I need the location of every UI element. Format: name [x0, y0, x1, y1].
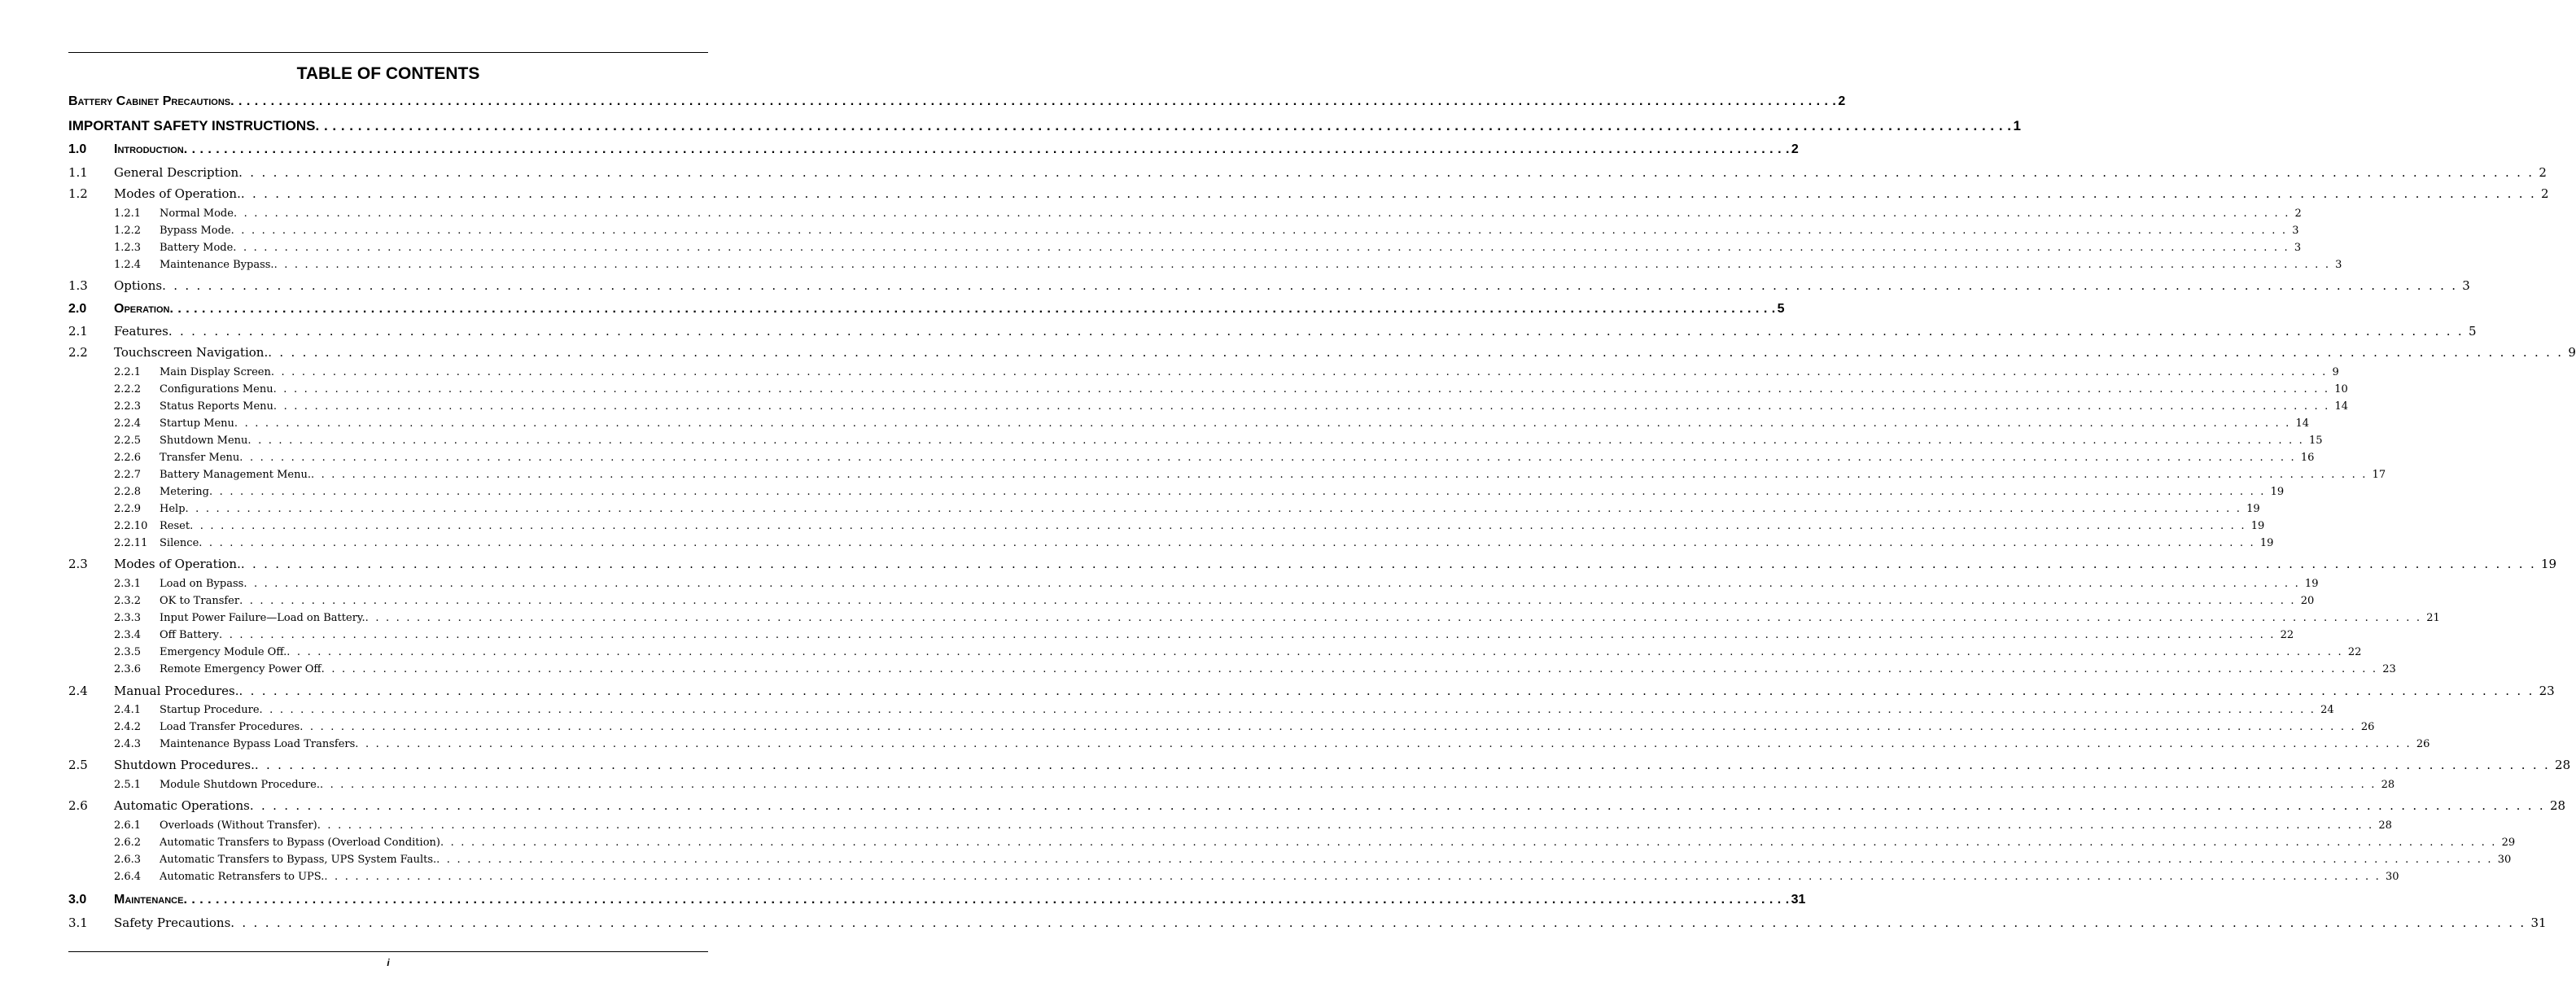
toc-entry-title: Metering — [160, 486, 209, 498]
toc-entry-number: 2.3.1 — [114, 578, 142, 590]
toc-entry-title: Transfer Menu — [160, 452, 240, 464]
dot-leader: . . . . . . . . . . . . . . . . . . . . . . . . . . . . . . . . . . . . . . . . . . . . . . . . . . . . . . . . . . . . . . . . . . . . . . . . . . . . . . . . . . . . . . . . . . . . . . . . . . . . . . . . . . . . . . . . . . . . . . . . . . . . . . . . . . . . . . . . . . . . . . . . . . . . . . . . . . . . . . . . . . . . . . . . . . . . . . . . . . . . . . . . . . . . . . . . . . . . . . . . — [436, 854, 2493, 866]
toc-entry-page: 20 — [2300, 595, 2315, 607]
toc-entry-number: 2.6.4 — [114, 871, 142, 883]
toc-entry[interactable] — [68, 366, 2339, 378]
toc-entry-page: 3 — [2294, 242, 2302, 254]
toc-entry-title: Safety Precautions — [114, 915, 231, 930]
toc-entry-title: Introduction — [114, 142, 184, 156]
dot-leader: . . . . . . . . . . . . . . . . . . . . . . . . . . . . . . . . . . . . . . . . . . . . . . . . . . . . . . . . . . . . . . . . . . . . . . . . . . . . . . . . . . . . . . . . . . . . . . . . . . . . . . . . . . . . . . . . . . . . . . . . . . . . . . . . . . . . . . . . . . . . . . . . . . . . . . . . . . . . . . . . . . . . . . . . . . . . . . . . . . . . . . . . . . . . . . . . . . . . . . . . — [240, 557, 2537, 571]
toc-entry[interactable] — [68, 612, 2440, 624]
toc-entry-title: Overloads (Without Transfer) — [160, 819, 317, 832]
toc-entry-number: 2.6.1 — [114, 819, 142, 832]
dot-leader: . . . . . . . . . . . . . . . . . . . . . . . . . . . . . . . . . . . . . . . . . . . . . . . . . . . . . . . . . . . . . . . . . . . . . . . . . . . . . . . . . . . . . . . . . . . . . . . . . . . . . . . . . . . . . . . . . . . . . . . . . . . . . . . . . . . . . . . . . . . . . . . . . . . . . . . . . . . . . . . . . . . . . . . . . . . . . . . . . . . . . . . . . . . . . . . . . . . . . . . . — [234, 417, 2291, 430]
toc-entry-number: 3.1 — [68, 915, 88, 930]
toc-entry[interactable] — [68, 738, 2430, 750]
toc-entry-number: 2.6 — [68, 798, 88, 813]
dot-leader: . . . . . . . . . . . . . . . . . . . . . . . . . . . . . . . . . . . . . . . . . . . . . . . . . . . . . . . . . . . . . . . . . . . . . . . . . . . . . . . . . . . . . . . . . . . . . . . . . . . . . . . . . . . . . . . . . . . . . . . . . . . . . . . . . . . . . . . . . . . . . . . . . . . . . . . . . . . . . . . . . . . . . . . . . . . . . . . . . . . . . . . . . . . . . . . . . . . . . . . . — [240, 186, 2537, 201]
toc-entry-title: Off Battery — [160, 629, 220, 641]
toc-entry-page: 10 — [2334, 383, 2348, 395]
toc-entry-page: 26 — [2416, 738, 2430, 750]
toc-entry-title: Battery Mode — [160, 242, 234, 254]
toc-entry-page: 22 — [2280, 629, 2294, 641]
toc-entry-number: 2.3.4 — [114, 629, 142, 641]
dot-leader: . . . . . . . . . . . . . . . . . . . . . . . . . . . . . . . . . . . . . . . . . . . . . . . . . . . . . . . . . . . . . . . . . . . . . . . . . . . . . . . . . . . . . . . . . . . . . . . . . . . . . . . . . . . . . . . . . . . . . . . . . . . . . . . . . . . . . . . . . . . . . . . . . . . . . . . . . . . . . . . . . . . . . . . . . . . . . . . . . . . . . . . . . . . . . . . . . . . . . . . . — [440, 837, 2497, 849]
toc-entry-page: 29 — [2501, 837, 2516, 849]
toc-entry-page: 19 — [2270, 486, 2285, 498]
toc-entry-number: 1.0 — [68, 142, 87, 156]
toc-entry-number: 1.3 — [68, 278, 88, 293]
toc-entry-title: Modes of Operation. — [114, 186, 241, 201]
toc-entry-title: Startup Menu — [160, 417, 234, 430]
toc-entry-number: 2.2.3 — [114, 400, 142, 413]
toc-entry[interactable] — [68, 779, 2395, 791]
toc-entry[interactable] — [68, 854, 2512, 866]
toc-entry-title: Startup Procedure — [160, 704, 260, 716]
dot-leader: . . . . . . . . . . . . . . . . . . . . . . . . . . . . . . . . . . . . . . . . . . . . . . . . . . . . . . . . . . . . . . . . . . . . . . . . . . . . . . . . . . . . . . . . . . . . . . . . . . . . . . . . . . . . . . . . . . . . . . . . . . . . . . . . . . . . . . . . . . . . . . . . . . . . . . . . . . . . . . . . . . . . . . . . . . . . . . . . . . . . . . . . . . . . . . . . . . . . . . . . — [273, 400, 2330, 413]
toc-entry-title: Maintenance Bypass. — [160, 259, 274, 271]
toc-entry-number: 2.5 — [68, 758, 88, 772]
toc-entry-title: Modes of Operation. — [114, 557, 241, 571]
toc-entry-number: 2.4.1 — [114, 704, 142, 716]
dot-leader: . . . . . . . . . . . . . . . . . . . . . . . . . . . . . . . . . . . . . . . . . . . . . . . . . . . . . . . . . . . . . . . . . . . . . . . . . . . . . . . . . . . . . . . . . . . . . . . . . . . . . . . . . . . . . . . . . . . . . . . . . . . . . . . . . . . . . . . . . . . . . . . . . . . . . . . . . . . . . . . . . . . . . . . . . . . . . . . . . . . . . . . . . . . . . . . . . . . . . . . . — [233, 242, 2290, 254]
dot-leader: . . . . . . . . . . . . . . . . . . . . . . . . . . . . . . . . . . . . . . . . . . . . . . . . . . . . . . . . . . . . . . . . . . . . . . . . . . . . . . . . . . . . . . . . . . . . . . . . . . . . . . . . . . . . . . . . . . . . . . . . . . . . . . . . . . . . . . . . . . . . . . . . . . . . . . . . . . . . . . . . . . . . . . . . . . . . . . . . . . . . . . . . . . . . . . . . . . . . . . . . — [190, 520, 2246, 532]
toc-entry[interactable] — [68, 94, 1846, 109]
toc-entry-number: 2.2.4 — [114, 417, 142, 430]
toc-entry-title: Automatic Retransfers to UPS. — [160, 871, 325, 883]
toc-entry[interactable] — [68, 798, 2566, 813]
toc-entry-page: 31 — [1791, 893, 1806, 907]
page-number: i — [387, 957, 390, 968]
dot-leader: . . . . . . . . . . . . . . . . . . . . . . . . . . . . . . . . . . . . . . . . . . . . . . . . . . . . . . . . . . . . . . . . . . . . . . . . . . . . . . . . . . . . . . . . . . . . . . . . . . . . . . . . . . . . . . . . . . . . . . . . . . . . . . . . . . . . . . . . . . . . . . . . . . . . . . . . . . . . . . . . . . . . . . . . . . . . . . . . . . . . . . . . . . . . . . . . . . . . . . . . — [319, 779, 2377, 791]
toc-entry-number: 2.2.8 — [114, 486, 142, 498]
toc-entry-page: 3 — [2292, 225, 2299, 237]
toc-entry-page: 3 — [2462, 278, 2470, 293]
toc-entry-page: 9 — [2568, 345, 2576, 360]
toc-entry-number: 2.3 — [68, 557, 88, 571]
toc-entry-number: 1.2.1 — [114, 208, 142, 220]
toc-entry[interactable] — [68, 324, 2477, 339]
toc-entry-title: Maintenance Bypass Load Transfers — [160, 738, 356, 750]
toc-entry-page: 2 — [2294, 208, 2302, 220]
toc-entry[interactable] — [68, 417, 2310, 430]
toc-entry-page: 14 — [2295, 417, 2310, 430]
toc-entry[interactable] — [68, 452, 2315, 464]
toc-entry-number: 2.0 — [68, 302, 87, 316]
toc-entry-page: 21 — [2426, 612, 2440, 624]
toc-entry-number: 1.2.2 — [114, 225, 142, 237]
toc-entry-number: 2.4.2 — [114, 721, 142, 733]
toc-entry-title: OK to Transfer — [160, 595, 240, 607]
dot-leader: . . . . . . . . . . . . . . . . . . . . . . . . . . . . . . . . . . . . . . . . . . . . . . . . . . . . . . . . . . . . . . . . . . . . . . . . . . . . . . . . . . . . . . . . . . . . . . . . . . . . . . . . . . . . . . . . . . . . . . . . . . . . . . . . . . . . . . . . . . . . . . . . . . . . . . . . . . . . . . . . . . . . . . . . . . . . . . . . . . . . . . . . . . . . . . . . . . . . . . . . — [273, 259, 2331, 271]
dot-leader: . . . . . . . . . . . . . . . . . . . . . . . . . . . . . . . . . . . . . . . . . . . . . . . . . . . . . . . . . . . . . . . . . . . . . . . . . . . . . . . . . . . . . . . . . . . . . . . . . . . . . . . . . . . . . . . . . . . . . . . . . . . . . . . . . . . . . . . . . . . . . . . . . . . . . . . . . . . . . . . . . . . . . . . . . . . . . . . . . . . . . . . . . . . . . . . . . . . . . . . . — [230, 94, 1837, 108]
dot-leader: . . . . . . . . . . . . . . . . . . . . . . . . . . . . . . . . . . . . . . . . . . . . . . . . . . . . . . . . . . . . . . . . . . . . . . . . . . . . . . . . . . . . . . . . . . . . . . . . . . . . . . . . . . . . . . . . . . . . . . . . . . . . . . . . . . . . . . . . . . . . . . . . . . . . . . . . . . . . . . . . . . . . . . . . . . . . . . . . . . . . . . . . . . . . . . . . . . . . . . . . — [273, 383, 2330, 395]
toc-entry[interactable] — [68, 302, 1785, 317]
toc-entry-number: 2.2.11 — [114, 537, 148, 549]
toc-entry-number: 1.2 — [68, 186, 88, 201]
dot-leader: . . . . . . . . . . . . . . . . . . . . . . . . . . . . . . . . . . . . . . . . . . . . . . . . . . . . . . . . . . . . . . . . . . . . . . . . . . . . . . . . . . . . . . . . . . . . . . . . . . . . . . . . . . . . . . . . . . . . . . . . . . . . . . . . . . . . . . . . . . . . . . . . . . . . . . . . . . . . . . . . . . . . . . . . . . . . . . . . . . . . . . . . . . . . . . . . . . . . . . . . — [238, 165, 2534, 180]
dot-leader: . . . . . . . . . . . . . . . . . . . . . . . . . . . . . . . . . . . . . . . . . . . . . . . . . . . . . . . . . . . . . . . . . . . . . . . . . . . . . . . . . . . . . . . . . . . . . . . . . . . . . . . . . . . . . . . . . . . . . . . . . . . . . . . . . . . . . . . . . . . . . . . . . . . . . . . . . . . . . . . . . . . . . . . . . . . . . . . . . . . . . . . . . . . . . . . . . . . . . . . . — [315, 118, 2012, 133]
toc-entry[interactable] — [68, 118, 2022, 134]
toc-entry-number: 2.3.3 — [114, 612, 142, 624]
toc-entry-number: 2.4 — [68, 684, 88, 698]
toc-entry-page: 22 — [2347, 646, 2362, 658]
toc-entry-page: 15 — [2309, 435, 2323, 447]
dot-leader: . . . . . . . . . . . . . . . . . . . . . . . . . . . . . . . . . . . . . . . . . . . . . . . . . . . . . . . . . . . . . . . . . . . . . . . . . . . . . . . . . . . . . . . . . . . . . . . . . . . . . . . . . . . . . . . . . . . . . . . . . . . . . . . . . . . . . . . . . . . . . . . . . . . . . . . . . . . . . . . . . . . . . . . . . . . . . . . . . . . . . . . . . . . . . . . . . . . . . . . . — [286, 646, 2343, 658]
dot-leader: . . . . . . . . . . . . . . . . . . . . . . . . . . . . . . . . . . . . . . . . . . . . . . . . . . . . . . . . . . . . . . . . . . . . . . . . . . . . . . . . . . . . . . . . . . . . . . . . . . . . . . . . . . . . . . . . . . . . . . . . . . . . . . . . . . . . . . . . . . . . . . . . . . . . . . . . . . . . . . . . . . . . . . . . . . . . . . . . . . . . . . . . . . . . . . . . . . . . . . . . — [310, 469, 2368, 481]
toc-entry-title: Main Display Screen — [160, 366, 271, 378]
toc-entry-title: Input Power Failure—Load on Battery. — [160, 612, 365, 624]
dot-leader: . . . . . . . . . . . . . . . . . . . . . . . . . . . . . . . . . . . . . . . . . . . . . . . . . . . . . . . . . . . . . . . . . . . . . . . . . . . . . . . . . . . . . . . . . . . . . . . . . . . . . . . . . . . . . . . . . . . . . . . . . . . . . . . . . . . . . . . . . . . . . . . . . . . . . . . . . . . . . . . . . . . . . . . . . . . . . . . . . . . . . . . . . . . . . . . . . . . . . . . . — [233, 208, 2290, 220]
toc-entry[interactable] — [68, 758, 2571, 772]
toc-entry-number: 1.1 — [68, 165, 88, 180]
toc-entry-number: 2.2.2 — [114, 383, 142, 395]
toc-entry[interactable] — [68, 469, 2386, 481]
toc-entry-page: 2 — [1838, 94, 1846, 108]
dot-leader: . . . . . . . . . . . . . . . . . . . . . . . . . . . . . . . . . . . . . . . . . . . . . . . . . . . . . . . . . . . . . . . . . . . . . . . . . . . . . . . . . . . . . . . . . . . . . . . . . . . . . . . . . . . . . . . . . . . . . . . . . . . . . . . . . . . . . . . . . . . . . . . . . . . . . . . . . . . . . . . . . . . . . . . . . . . . . . . . . . . . . . . . . . . . . . . . . . . . . . . . — [209, 486, 2266, 498]
toc-entry[interactable] — [68, 537, 2274, 549]
toc-entry[interactable] — [68, 259, 2342, 271]
toc-entry-title: Touchscreen Navigation. — [114, 345, 269, 360]
toc-entry-page: 3 — [2335, 259, 2342, 271]
toc-entry-number: 2.2.9 — [114, 503, 142, 515]
header-rule — [68, 52, 708, 53]
toc-entry-page: 17 — [2372, 469, 2386, 481]
dot-leader: . . . . . . . . . . . . . . . . . . . . . . . . . . . . . . . . . . . . . . . . . . . . . . . . . . . . . . . . . . . . . . . . . . . . . . . . . . . . . . . . . . . . . . . . . . . . . . . . . . . . . . . . . . . . . . . . . . . . . . . . . . . . . . . . . . . . . . . . . . . . . . . . . . . . . . . . . . . . . . . . . . . . . . . . . . . . . . . . . . . . . . . . . . . . . . . . . . . . . . . . — [230, 915, 2526, 930]
toc-entry[interactable] — [68, 345, 2576, 360]
toc-entry-title: Automatic Transfers to Bypass, UPS System Faults. — [160, 854, 437, 866]
toc-entry[interactable] — [68, 186, 2549, 201]
toc-entry[interactable] — [68, 503, 2260, 515]
toc-entry-title: Shutdown Procedures. — [114, 758, 255, 772]
dot-leader: . . . . . . . . . . . . . . . . . . . . . . . . . . . . . . . . . . . . . . . . . . . . . . . . . . . . . . . . . . . . . . . . . . . . . . . . . . . . . . . . . . . . . . . . . . . . . . . . . . . . . . . . . . . . . . . . . . . . . . . . . . . . . . . . . . . . . . . . . . . . . . . . . . . . . . . . . . . . . . . . . . . . . . . . . . . . . . . . . . . . . . . . . . . . . . . . . . . . . . . . — [249, 798, 2545, 813]
dot-leader: . . . . . . . . . . . . . . . . . . . . . . . . . . . . . . . . . . . . . . . . . . . . . . . . . . . . . . . . . . . . . . . . . . . . . . . . . . . . . . . . . . . . . . . . . . . . . . . . . . . . . . . . . . . . . . . . . . . . . . . . . . . . . . . . . . . . . . . . . . . . . . . . . . . . . . . . . . . . . . . . . . . . . . . . . . . . . . . . . . . . . . . . . . . . . . . . . . . . . . . . — [324, 871, 2381, 883]
toc-entry-page: 30 — [2497, 854, 2512, 866]
dot-leader: . . . . . . . . . . . . . . . . . . . . . . . . . . . . . . . . . . . . . . . . . . . . . . . . . . . . . . . . . . . . . . . . . . . . . . . . . . . . . . . . . . . . . . . . . . . . . . . . . . . . . . . . . . . . . . . . . . . . . . . . . . . . . . . . . . . . . . . . . . . . . . . . . . . . . . . . . . . . . . . . . . . . . . . . . . . . . . . . . . . . . . . . . . . . . . . . . . . . . . . . — [259, 704, 2316, 716]
toc-entry-title: Emergency Module Off. — [160, 646, 287, 658]
dot-leader: . . . . . . . . . . . . . . . . . . . . . . . . . . . . . . . . . . . . . . . . . . . . . . . . . . . . . . . . . . . . . . . . . . . . . . . . . . . . . . . . . . . . . . . . . . . . . . . . . . . . . . . . . . . . . . . . . . . . . . . . . . . . . . . . . . . . . . . . . . . . . . . . . . . . . . . . . . . . . . . . . . . . . . . . . . . . . . . . . . . . . . . . . . . . . . . . . . . . . . . . — [243, 578, 2300, 590]
toc-entry[interactable] — [68, 819, 2392, 832]
dot-leader: . . . . . . . . . . . . . . . . . . . . . . . . . . . . . . . . . . . . . . . . . . . . . . . . . . . . . . . . . . . . . . . . . . . . . . . . . . . . . . . . . . . . . . . . . . . . . . . . . . . . . . . . . . . . . . . . . . . . . . . . . . . . . . . . . . . . . . . . . . . . . . . . . . . . . . . . . . . . . . . . . . . . . . . . . . . . . . . . . . . . . . . . . . . . . . . . . . . . . . . . — [254, 758, 2551, 772]
toc-entry-title: Features — [114, 324, 168, 339]
toc-entry-number: 3.0 — [68, 893, 87, 907]
toc-entry[interactable] — [68, 684, 2555, 698]
toc-entry-number: 1.2.4 — [114, 259, 142, 271]
toc-entry[interactable] — [68, 629, 2294, 641]
toc-entry[interactable] — [68, 704, 2334, 716]
toc-entry-page: 2 — [1791, 142, 1799, 156]
toc-entry-number: 2.5.1 — [114, 779, 142, 791]
toc-entry-number: 2.2.6 — [114, 452, 142, 464]
dot-leader: . . . . . . . . . . . . . . . . . . . . . . . . . . . . . . . . . . . . . . . . . . . . . . . . . . . . . . . . . . . . . . . . . . . . . . . . . . . . . . . . . . . . . . . . . . . . . . . . . . . . . . . . . . . . . . . . . . . . . . . . . . . . . . . . . . . . . . . . . . . . . . . . . . . . . . . . . . . . . . . . . . . . . . . . . . . . . . . . . . . . . . . . . . . . . . . . . . . . . . . . — [268, 345, 2564, 360]
toc-entry-page: 14 — [2334, 400, 2349, 413]
toc-entry[interactable] — [68, 225, 2299, 237]
toc-entry[interactable] — [68, 721, 2375, 733]
toc-entry-title: Help — [160, 503, 186, 515]
toc-entry-page: 31 — [2530, 915, 2547, 930]
toc-entry-title: Load Transfer Procedures — [160, 721, 300, 733]
toc-entry-title: Automatic Operations — [114, 798, 250, 813]
toc-entry-page: 28 — [2378, 819, 2392, 832]
toc-entry-number: 1.2.3 — [114, 242, 142, 254]
toc-entry[interactable] — [68, 242, 2302, 254]
toc-entry-page: 19 — [2246, 503, 2260, 515]
toc-entry-page: 28 — [2555, 758, 2571, 772]
toc-entry-title: Configurations Menu — [160, 383, 273, 395]
toc-entry[interactable] — [68, 142, 1799, 157]
dot-leader: . . . . . . . . . . . . . . . . . . . . . . . . . . . . . . . . . . . . . . . . . . . . . . . . . . . . . . . . . . . . . . . . . . . . . . . . . . . . . . . . . . . . . . . . . . . . . . . . . . . . . . . . . . . . . . . . . . . . . . . . . . . . . . . . . . . . . . . . . . . . . . . . . . . . . . . . . . . . . . . . . . . . . . . . . . . . . . . . . . . . . . . . . . . . . . . . . . . . . . . . — [238, 684, 2534, 698]
dot-leader: . . . . . . . . . . . . . . . . . . . . . . . . . . . . . . . . . . . . . . . . . . . . . . . . . . . . . . . . . . . . . . . . . . . . . . . . . . . . . . . . . . . . . . . . . . . . . . . . . . . . . . . . . . . . . . . . . . . . . . . . . . . . . . . . . . . . . . . . . . . . . . . . . . . . . . . . . . . . . . . . . . . . . . . . . . . . . . . . . . . . . . . . . . . . . . . . . . . . . . . . — [199, 537, 2255, 549]
toc-entry-number: 2.2.5 — [114, 435, 142, 447]
toc-entry-title: Shutdown Menu — [160, 435, 248, 447]
toc-entry-title: Maintenance — [114, 893, 184, 907]
toc-entry-title: Operation — [114, 302, 170, 316]
toc-entry-title: Battery Cabinet Precautions — [68, 94, 231, 108]
toc-entry-number: 2.2.7 — [114, 469, 142, 481]
toc-entry-number: 2.1 — [68, 324, 88, 339]
toc-entry-title: Manual Procedures. — [114, 684, 239, 698]
toc-entry-number: 2.3.5 — [114, 646, 142, 658]
toc-entry-page: 2 — [2541, 186, 2549, 201]
toc-entry-page: 16 — [2300, 452, 2315, 464]
toc-entry[interactable] — [68, 557, 2557, 571]
toc-entry[interactable] — [68, 486, 2285, 498]
toc-entry-number: 2.3.2 — [114, 595, 142, 607]
toc-entry-page: 26 — [2360, 721, 2375, 733]
dot-leader: . . . . . . . . . . . . . . . . . . . . . . . . . . . . . . . . . . . . . . . . . . . . . . . . . . . . . . . . . . . . . . . . . . . . . . . . . . . . . . . . . . . . . . . . . . . . . . . . . . . . . . . . . . . . . . . . . . . . . . . . . . . . . . . . . . . . . . . . . . . . . . . . . . . . . . . . . . . . . . . . . . . . . . . . . . . . . . . . . . . . . . . . . . . . . . . . . . . . . . . . — [219, 629, 2276, 641]
dot-leader: . . . . . . . . . . . . . . . . . . . . . . . . . . . . . . . . . . . . . . . . . . . . . . . . . . . . . . . . . . . . . . . . . . . . . . . . . . . . . . . . . . . . . . . . . . . . . . . . . . . . . . . . . . . . . . . . . . . . . . . . . . . . . . . . . . . . . . . . . . . . . . . . . . . . . . . . . . . . . . . . . . . . . . . . . . . . . . . . . . . . . . . . . . . . . . . . . . . . . . . . — [270, 366, 2328, 378]
dot-leader: . . . . . . . . . . . . . . . . . . . . . . . . . . . . . . . . . . . . . . . . . . . . . . . . . . . . . . . . . . . . . . . . . . . . . . . . . . . . . . . . . . . . . . . . . . . . . . . . . . . . . . . . . . . . . . . . . . . . . . . . . . . . . . . . . . . . . . . . . . . . . . . . . . . . . . . . . . . . . . . . . . . . . . . . . . . . . . . . . . . . . . . . . . . . . . . . . . . . . . . . — [162, 278, 2458, 293]
toc-entry-number: 2.6.3 — [114, 854, 142, 866]
toc-entry[interactable] — [68, 383, 2348, 395]
toc-entry[interactable] — [68, 871, 2399, 883]
toc-entry[interactable] — [68, 893, 1806, 907]
dot-leader: . . . . . . . . . . . . . . . . . . . . . . . . . . . . . . . . . . . . . . . . . . . . . . . . . . . . . . . . . . . . . . . . . . . . . . . . . . . . . . . . . . . . . . . . . . . . . . . . . . . . . . . . . . . . . . . . . . . . . . . . . . . . . . . . . . . . . . . . . . . . . . . . . . . . . . . . . . . . . . . . . . . . . . . . . . . . . . . . . . . . . . . . . . . . . . . . . . . . . . . . — [183, 893, 1790, 907]
toc-entry-title: Automatic Transfers to Bypass (Overload Condition) — [160, 837, 440, 849]
toc-entry-page: 23 — [2382, 663, 2396, 675]
dot-leader: . . . . . . . . . . . . . . . . . . . . . . . . . . . . . . . . . . . . . . . . . . . . . . . . . . . . . . . . . . . . . . . . . . . . . . . . . . . . . . . . . . . . . . . . . . . . . . . . . . . . . . . . . . . . . . . . . . . . . . . . . . . . . . . . . . . . . . . . . . . . . . . . . . . . . . . . . . . . . . . . . . . . . . . . . . . . . . . . . . . . . . . . . . . . . . . . . . . . . . . . — [230, 225, 2288, 237]
toc-entry-page: 5 — [2469, 324, 2477, 339]
footer-rule — [68, 951, 708, 952]
toc-entry[interactable] — [68, 663, 2396, 675]
toc-entry-number: 2.6.2 — [114, 837, 142, 849]
toc-entry[interactable] — [68, 646, 2362, 658]
toc-entry-page: 19 — [2304, 578, 2319, 590]
toc-entry[interactable] — [68, 837, 2516, 849]
toc-entry-number: 2.2 — [68, 345, 88, 360]
toc-entry[interactable] — [68, 435, 2323, 447]
dot-leader: . . . . . . . . . . . . . . . . . . . . . . . . . . . . . . . . . . . . . . . . . . . . . . . . . . . . . . . . . . . . . . . . . . . . . . . . . . . . . . . . . . . . . . . . . . . . . . . . . . . . . . . . . . . . . . . . . . . . . . . . . . . . . . . . . . . . . . . . . . . . . . . . . . . . . . . . . . . . . . . . . . . . . . . . . . . . . . . . . . . . . . . . . . . . . . . . . . . . . . . . — [239, 452, 2296, 464]
toc-entry-page: 9 — [2332, 366, 2339, 378]
dot-leader: . . . . . . . . . . . . . . . . . . . . . . . . . . . . . . . . . . . . . . . . . . . . . . . . . . . . . . . . . . . . . . . . . . . . . . . . . . . . . . . . . . . . . . . . . . . . . . . . . . . . . . . . . . . . . . . . . . . . . . . . . . . . . . . . . . . . . . . . . . . . . . . . . . . . . . . . . . . . . . . . . . . . . . . . . . . . . . . . . . . . . . . . . . . . . . . . . . . . . . . . — [169, 302, 1776, 316]
dot-leader: . . . . . . . . . . . . . . . . . . . . . . . . . . . . . . . . . . . . . . . . . . . . . . . . . . . . . . . . . . . . . . . . . . . . . . . . . . . . . . . . . . . . . . . . . . . . . . . . . . . . . . . . . . . . . . . . . . . . . . . . . . . . . . . . . . . . . . . . . . . . . . . . . . . . . . . . . . . . . . . . . . . . . . . . . . . . . . . . . . . . . . . . . . . . . . . . . . . . . . . . — [168, 324, 2464, 339]
toc-entry-title: Module Shutdown Procedure. — [160, 779, 320, 791]
page-title: TABLE OF CONTENTS — [296, 64, 480, 83]
dot-leader: . . . . . . . . . . . . . . . . . . . . . . . . . . . . . . . . . . . . . . . . . . . . . . . . . . . . . . . . . . . . . . . . . . . . . . . . . . . . . . . . . . . . . . . . . . . . . . . . . . . . . . . . . . . . . . . . . . . . . . . . . . . . . . . . . . . . . . . . . . . . . . . . . . . . . . . . . . . . . . . . . . . . . . . . . . . . . . . . . . . . . . . . . . . . . . . . . . . . . . . . — [321, 663, 2378, 675]
toc-entry-page: 19 — [2250, 520, 2265, 532]
toc-entry[interactable] — [68, 595, 2315, 607]
toc-entry-page: 1 — [2013, 118, 2022, 133]
toc-entry-number: 2.2.1 — [114, 366, 142, 378]
toc-entry-title: Reset — [160, 520, 190, 532]
toc-entry-page: 19 — [2541, 557, 2557, 571]
dot-leader: . . . . . . . . . . . . . . . . . . . . . . . . . . . . . . . . . . . . . . . . . . . . . . . . . . . . . . . . . . . . . . . . . . . . . . . . . . . . . . . . . . . . . . . . . . . . . . . . . . . . . . . . . . . . . . . . . . . . . . . . . . . . . . . . . . . . . . . . . . . . . . . . . . . . . . . . . . . . . . . . . . . . . . . . . . . . . . . . . . . . . . . . . . . . . . . . . . . . . . . . — [185, 503, 2242, 515]
toc-entry-title: Load on Bypass — [160, 578, 244, 590]
toc-entry-title: Remote Emergency Power Off — [160, 663, 321, 675]
dot-leader: . . . . . . . . . . . . . . . . . . . . . . . . . . . . . . . . . . . . . . . . . . . . . . . . . . . . . . . . . . . . . . . . . . . . . . . . . . . . . . . . . . . . . . . . . . . . . . . . . . . . . . . . . . . . . . . . . . . . . . . . . . . . . . . . . . . . . . . . . . . . . . . . . . . . . . . . . . . . . . . . . . . . . . . . . . . . . . . . . . . . . . . . . . . . . . . . . . . . . . . . — [355, 738, 2412, 750]
dot-leader: . . . . . . . . . . . . . . . . . . . . . . . . . . . . . . . . . . . . . . . . . . . . . . . . . . . . . . . . . . . . . . . . . . . . . . . . . . . . . . . . . . . . . . . . . . . . . . . . . . . . . . . . . . . . . . . . . . . . . . . . . . . . . . . . . . . . . . . . . . . . . . . . . . . . . . . . . . . . . . . . . . . . . . . . . . . . . . . . . . . . . . . . . . . . . . . . . . . . . . . . — [239, 595, 2296, 607]
toc-entry[interactable] — [68, 165, 2547, 180]
toc-entry-page: 5 — [1777, 302, 1785, 316]
toc-entry-number: 2.4.3 — [114, 738, 142, 750]
dot-leader: . . . . . . . . . . . . . . . . . . . . . . . . . . . . . . . . . . . . . . . . . . . . . . . . . . . . . . . . . . . . . . . . . . . . . . . . . . . . . . . . . . . . . . . . . . . . . . . . . . . . . . . . . . . . . . . . . . . . . . . . . . . . . . . . . . . . . . . . . . . . . . . . . . . . . . . . . . . . . . . . . . . . . . . . . . . . . . . . . . . . . . . . . . . . . . . . . . . . . . . . — [183, 142, 1790, 156]
toc-entry-page: 19 — [2259, 537, 2274, 549]
dot-leader: . . . . . . . . . . . . . . . . . . . . . . . . . . . . . . . . . . . . . . . . . . . . . . . . . . . . . . . . . . . . . . . . . . . . . . . . . . . . . . . . . . . . . . . . . . . . . . . . . . . . . . . . . . . . . . . . . . . . . . . . . . . . . . . . . . . . . . . . . . . . . . . . . . . . . . . . . . . . . . . . . . . . . . . . . . . . . . . . . . . . . . . . . . . . . . . . . . . . . . . . — [317, 819, 2374, 832]
toc-entry-page: 28 — [2549, 798, 2566, 813]
toc-entry[interactable] — [68, 915, 2547, 930]
toc-entry-page: 2 — [2539, 165, 2547, 180]
toc-entry-number: 2.2.10 — [114, 520, 148, 532]
toc-entry-title: Bypass Mode — [160, 225, 231, 237]
toc-entry[interactable] — [68, 400, 2349, 413]
toc-entry-title: General Description — [114, 165, 239, 180]
toc-entry-title: Status Reports Menu — [160, 400, 273, 413]
toc-entry-page: 30 — [2386, 871, 2399, 883]
toc-entry-page: 24 — [2320, 704, 2334, 716]
toc-entry-page: 23 — [2539, 684, 2555, 698]
toc-entry-title: Battery Management Menu. — [160, 469, 311, 481]
toc-entry-number: 2.3.6 — [114, 663, 142, 675]
toc-entry[interactable] — [68, 578, 2319, 590]
dot-leader: . . . . . . . . . . . . . . . . . . . . . . . . . . . . . . . . . . . . . . . . . . . . . . . . . . . . . . . . . . . . . . . . . . . . . . . . . . . . . . . . . . . . . . . . . . . . . . . . . . . . . . . . . . . . . . . . . . . . . . . . . . . . . . . . . . . . . . . . . . . . . . . . . . . . . . . . . . . . . . . . . . . . . . . . . . . . . . . . . . . . . . . . . . . . . . . . . . . . . . . . — [247, 435, 2305, 447]
toc-entry-title: Options — [114, 278, 163, 293]
toc-entry-title: Silence — [160, 537, 199, 549]
toc-entry[interactable] — [68, 278, 2470, 293]
toc-entry[interactable] — [68, 208, 2302, 220]
toc-entry-page: 28 — [2381, 779, 2395, 791]
toc-entry-title: Normal Mode — [160, 208, 234, 220]
dot-leader: . . . . . . . . . . . . . . . . . . . . . . . . . . . . . . . . . . . . . . . . . . . . . . . . . . . . . . . . . . . . . . . . . . . . . . . . . . . . . . . . . . . . . . . . . . . . . . . . . . . . . . . . . . . . . . . . . . . . . . . . . . . . . . . . . . . . . . . . . . . . . . . . . . . . . . . . . . . . . . . . . . . . . . . . . . . . . . . . . . . . . . . . . . . . . . . . . . . . . . . . — [300, 721, 2356, 733]
toc-entry[interactable] — [68, 520, 2265, 532]
toc-entry-title: IMPORTANT SAFETY INSTRUCTIONS — [68, 118, 316, 133]
dot-leader: . . . . . . . . . . . . . . . . . . . . . . . . . . . . . . . . . . . . . . . . . . . . . . . . . . . . . . . . . . . . . . . . . . . . . . . . . . . . . . . . . . . . . . . . . . . . . . . . . . . . . . . . . . . . . . . . . . . . . . . . . . . . . . . . . . . . . . . . . . . . . . . . . . . . . . . . . . . . . . . . . . . . . . . . . . . . . . . . . . . . . . . . . . . . . . . . . . . . . . . . — [365, 612, 2422, 624]
